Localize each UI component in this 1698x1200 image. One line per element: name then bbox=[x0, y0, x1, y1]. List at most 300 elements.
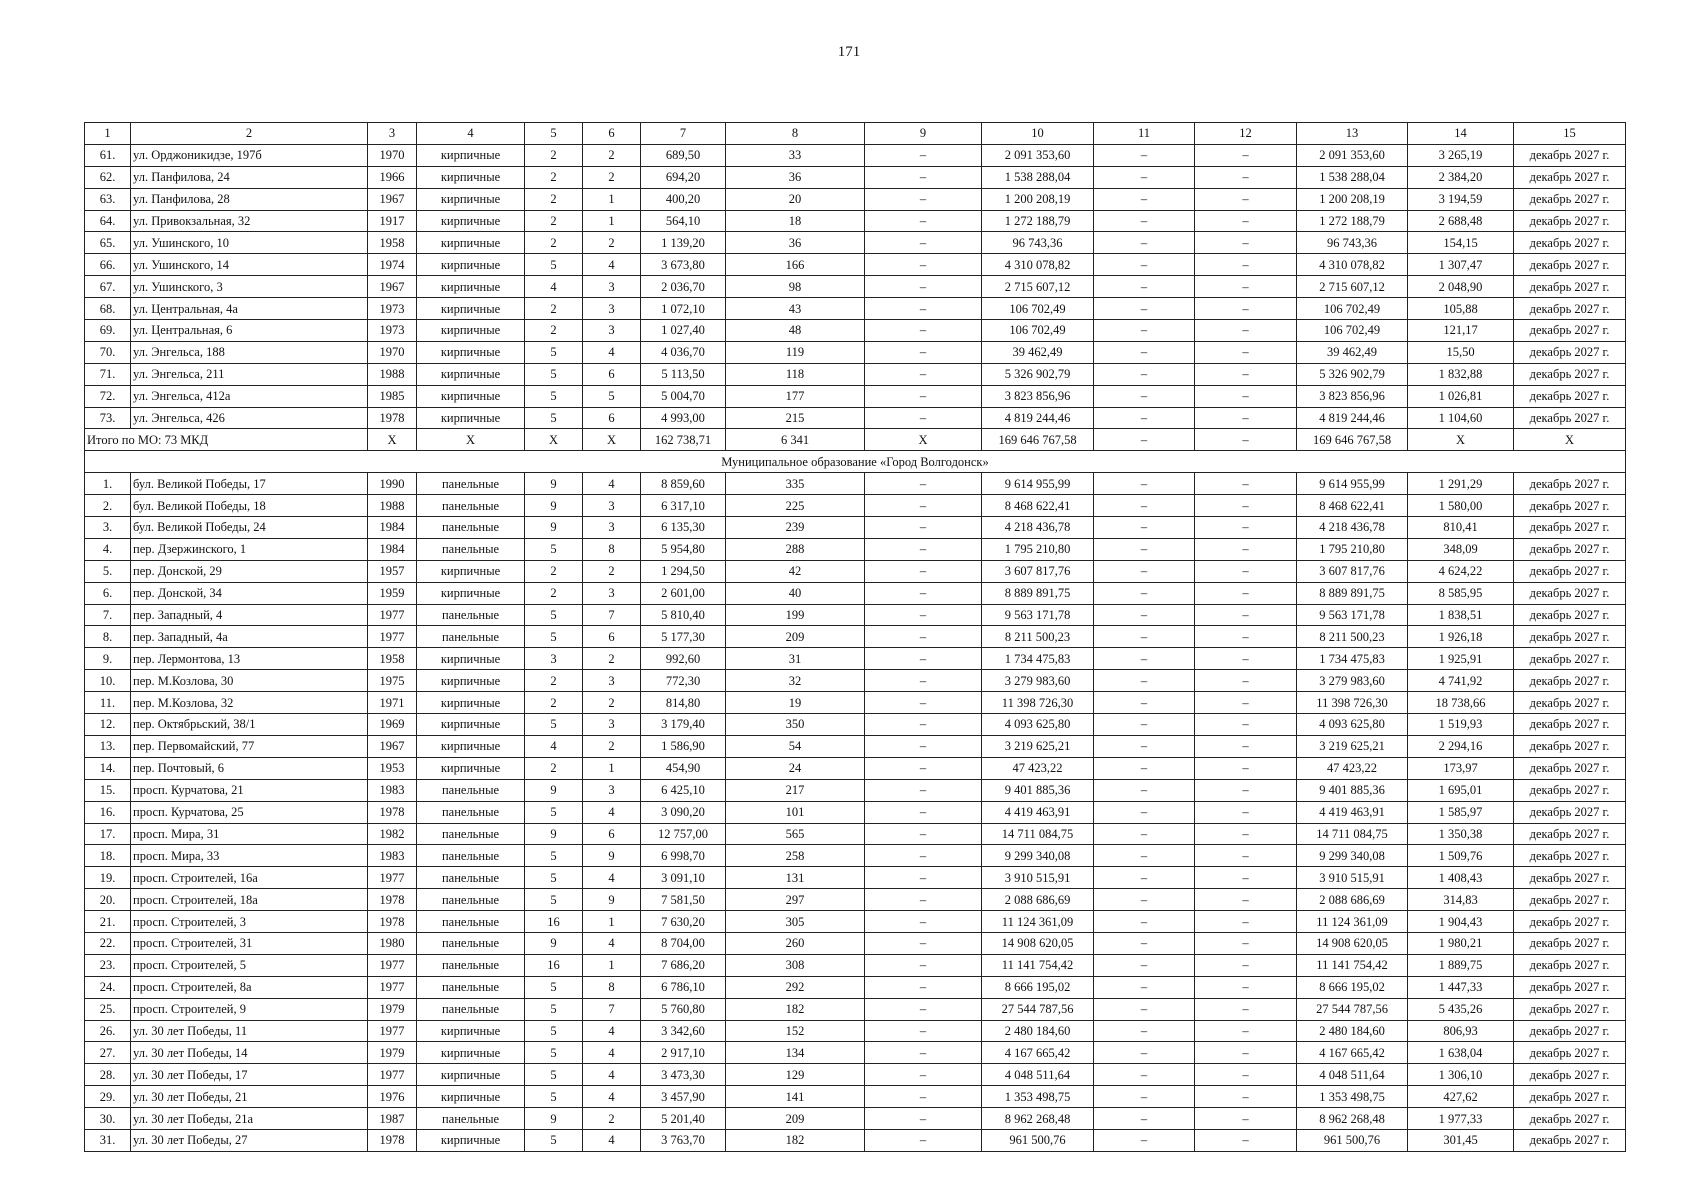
cell-col-7: 6 998,70 bbox=[641, 845, 726, 867]
cell-col-2: ул. Энгельса, 188 bbox=[131, 341, 368, 363]
cell-col-12: – bbox=[1195, 670, 1297, 692]
cell-col-14: 1 925,91 bbox=[1408, 648, 1514, 670]
cell-col-12: – bbox=[1195, 320, 1297, 342]
total-label: Итого по МО: 73 МКД bbox=[85, 429, 368, 451]
cell-col-4: кирпичные bbox=[417, 560, 525, 582]
cell-col-11: – bbox=[1094, 1108, 1195, 1130]
cell-col-4: кирпичные bbox=[417, 254, 525, 276]
cell-col-13: 2 088 686,69 bbox=[1297, 889, 1408, 911]
cell-col-5: 5 bbox=[525, 341, 583, 363]
cell-col-10: 27 544 787,56 bbox=[982, 998, 1094, 1020]
cell-col-10: 9 563 171,78 bbox=[982, 604, 1094, 626]
cell-col-10: 4 819 244,46 bbox=[982, 407, 1094, 429]
cell-col-8: 31 bbox=[726, 648, 865, 670]
cell-col-11: – bbox=[1094, 495, 1195, 517]
cell-col-8: 308 bbox=[726, 954, 865, 976]
cell-col-14: 1 408,43 bbox=[1408, 867, 1514, 889]
cell-col-8: 209 bbox=[726, 626, 865, 648]
table-row bbox=[85, 320, 1626, 342]
table-row bbox=[85, 407, 1626, 429]
cell-col-1: 22. bbox=[85, 932, 131, 954]
cell-col-2: пер. М.Козлова, 30 bbox=[131, 670, 368, 692]
cell-col-4: кирпичные bbox=[417, 1086, 525, 1108]
cell-col-14: 1 980,21 bbox=[1408, 932, 1514, 954]
cell-col-2: просп. Строителей, 3 bbox=[131, 911, 368, 933]
cell-col-1: 24. bbox=[85, 976, 131, 998]
cell-col-2: пер. Дзержинского, 1 bbox=[131, 538, 368, 560]
cell-col-7: 4 036,70 bbox=[641, 341, 726, 363]
cell-col-12: – bbox=[1195, 276, 1297, 298]
cell-col-8: 36 bbox=[726, 166, 865, 188]
cell-col-2: пер. Лермонтова, 13 bbox=[131, 648, 368, 670]
cell-col-2: просп. Строителей, 9 bbox=[131, 998, 368, 1020]
cell-col-11: – bbox=[1094, 626, 1195, 648]
cell-col-10: 2 088 686,69 bbox=[982, 889, 1094, 911]
cell-col-14: 3 265,19 bbox=[1408, 144, 1514, 166]
cell-col-15: декабрь 2027 г. bbox=[1514, 889, 1626, 911]
cell-col-14: 4 624,22 bbox=[1408, 560, 1514, 582]
cell-col-8: 215 bbox=[726, 407, 865, 429]
cell-col-10: 5 326 902,79 bbox=[982, 363, 1094, 385]
cell-col-5: 5 bbox=[525, 363, 583, 385]
cell-col-6: 4 bbox=[583, 1020, 641, 1042]
cell-col-4: панельные bbox=[417, 932, 525, 954]
cell-col-14: 1 585,97 bbox=[1408, 801, 1514, 823]
cell-col-1: 67. bbox=[85, 276, 131, 298]
table-row bbox=[85, 517, 1626, 539]
cell-col-6: 6 bbox=[583, 363, 641, 385]
cell-col-2: пер. Октябрьский, 38/1 bbox=[131, 714, 368, 736]
table-row bbox=[85, 757, 1626, 779]
cell-col-5: 9 bbox=[525, 823, 583, 845]
cell-col-4: кирпичные bbox=[417, 648, 525, 670]
cell-col-3: 1958 bbox=[368, 232, 417, 254]
cell-col-4: панельные bbox=[417, 998, 525, 1020]
cell-col-1: 66. bbox=[85, 254, 131, 276]
cell-col-7: 7 581,50 bbox=[641, 889, 726, 911]
table-row bbox=[85, 473, 1626, 495]
cell-col-8: 225 bbox=[726, 495, 865, 517]
cell-col-10: 47 423,22 bbox=[982, 757, 1094, 779]
cell-col-5: 2 bbox=[525, 166, 583, 188]
cell-col-9: – bbox=[865, 144, 982, 166]
cell-col-10: 11 124 361,09 bbox=[982, 911, 1094, 933]
cell-col-12: – bbox=[1195, 363, 1297, 385]
cell-col-6: 2 bbox=[583, 735, 641, 757]
cell-col-5: 2 bbox=[525, 560, 583, 582]
table-row bbox=[85, 976, 1626, 998]
cell-col-4: кирпичные bbox=[417, 166, 525, 188]
cell-col-5: 9 bbox=[525, 517, 583, 539]
cell-col-6: 2 bbox=[583, 144, 641, 166]
cell-col-4: кирпичные bbox=[417, 1064, 525, 1086]
cell-col-5: 5 bbox=[525, 998, 583, 1020]
cell-col-1: 64. bbox=[85, 210, 131, 232]
cell-col-6: 9 bbox=[583, 889, 641, 911]
cell-col-14: 2 294,16 bbox=[1408, 735, 1514, 757]
cell-col-11: – bbox=[1094, 166, 1195, 188]
cell-col-8: 36 bbox=[726, 232, 865, 254]
cell-col-15: декабрь 2027 г. bbox=[1514, 210, 1626, 232]
table-row bbox=[85, 560, 1626, 582]
cell-col-13: 2 715 607,12 bbox=[1297, 276, 1408, 298]
cell-col-3: 1967 bbox=[368, 188, 417, 210]
cell-col-15: декабрь 2027 г. bbox=[1514, 714, 1626, 736]
cell-col-1: 18. bbox=[85, 845, 131, 867]
cell-col-2: просп. Мира, 33 bbox=[131, 845, 368, 867]
cell-col-8: 152 bbox=[726, 1020, 865, 1042]
cell-col-11: – bbox=[1094, 801, 1195, 823]
cell-col-5: 3 bbox=[525, 648, 583, 670]
cell-col-13: 1 734 475,83 bbox=[1297, 648, 1408, 670]
cell-col-14: 18 738,66 bbox=[1408, 692, 1514, 714]
cell-col-1: 7. bbox=[85, 604, 131, 626]
cell-col-9: – bbox=[865, 911, 982, 933]
cell-col-3: 1988 bbox=[368, 495, 417, 517]
cell-col-3: 1979 bbox=[368, 998, 417, 1020]
cell-col-1: 25. bbox=[85, 998, 131, 1020]
cell-col-15: декабрь 2027 г. bbox=[1514, 823, 1626, 845]
cell-col-1: 3. bbox=[85, 517, 131, 539]
cell-col-1: 6. bbox=[85, 582, 131, 604]
cell-col-14: 810,41 bbox=[1408, 517, 1514, 539]
cell-col-12: – bbox=[1195, 1064, 1297, 1086]
cell-col-9: – bbox=[865, 538, 982, 560]
cell-col-12: – bbox=[1195, 604, 1297, 626]
cell-col-3: 1977 bbox=[368, 604, 417, 626]
cell-col-14: 1 638,04 bbox=[1408, 1042, 1514, 1064]
cell-col-2: ул. Панфилова, 24 bbox=[131, 166, 368, 188]
cell-col-10: 9 299 340,08 bbox=[982, 845, 1094, 867]
cell-col-11: – bbox=[1094, 954, 1195, 976]
cell-col-15: декабрь 2027 г. bbox=[1514, 845, 1626, 867]
cell-col-1: 61. bbox=[85, 144, 131, 166]
header-cell: 2 bbox=[131, 123, 368, 145]
cell-col-11: – bbox=[1094, 757, 1195, 779]
cell-col-12: – bbox=[1195, 648, 1297, 670]
cell-col-5: 4 bbox=[525, 735, 583, 757]
cell-col-4: панельные bbox=[417, 495, 525, 517]
cell-col-1: 31. bbox=[85, 1129, 131, 1151]
cell-col-7: 7 630,20 bbox=[641, 911, 726, 933]
cell-col-6: 2 bbox=[583, 166, 641, 188]
cell-col-5: 2 bbox=[525, 670, 583, 692]
cell-col-14: 806,93 bbox=[1408, 1020, 1514, 1042]
table-row bbox=[85, 341, 1626, 363]
cell-col-2: ул. Орджоникидзе, 197б bbox=[131, 144, 368, 166]
cell-col-3: 1967 bbox=[368, 735, 417, 757]
cell-col-2: ул. Энгельса, 211 bbox=[131, 363, 368, 385]
cell-col-9: – bbox=[865, 735, 982, 757]
table-row bbox=[85, 823, 1626, 845]
header-cell: 11 bbox=[1094, 123, 1195, 145]
cell-col-4: панельные bbox=[417, 911, 525, 933]
cell-col-6: 4 bbox=[583, 1086, 641, 1108]
cell-col-4: панельные bbox=[417, 604, 525, 626]
cell-col-9: – bbox=[865, 692, 982, 714]
cell-col-9: – bbox=[865, 320, 982, 342]
cell-col-8: 40 bbox=[726, 582, 865, 604]
cell-col-7: 3 179,40 bbox=[641, 714, 726, 736]
cell-col-3: 1967 bbox=[368, 276, 417, 298]
total-cell: X bbox=[525, 429, 583, 451]
cell-col-4: кирпичные bbox=[417, 276, 525, 298]
cell-col-13: 1 272 188,79 bbox=[1297, 210, 1408, 232]
cell-col-1: 30. bbox=[85, 1108, 131, 1130]
cell-col-10: 8 211 500,23 bbox=[982, 626, 1094, 648]
cell-col-7: 3 342,60 bbox=[641, 1020, 726, 1042]
cell-col-13: 8 666 195,02 bbox=[1297, 976, 1408, 998]
cell-col-9: – bbox=[865, 757, 982, 779]
cell-col-8: 33 bbox=[726, 144, 865, 166]
cell-col-15: декабрь 2027 г. bbox=[1514, 998, 1626, 1020]
cell-col-4: кирпичные bbox=[417, 757, 525, 779]
cell-col-15: декабрь 2027 г. bbox=[1514, 276, 1626, 298]
cell-col-2: ул. 30 лет Победы, 21а bbox=[131, 1108, 368, 1130]
cell-col-2: пер. Западный, 4а bbox=[131, 626, 368, 648]
cell-col-10: 1 734 475,83 bbox=[982, 648, 1094, 670]
cell-col-8: 119 bbox=[726, 341, 865, 363]
table-row bbox=[85, 626, 1626, 648]
cell-col-13: 961 500,76 bbox=[1297, 1129, 1408, 1151]
table-row bbox=[85, 254, 1626, 276]
cell-col-14: 154,15 bbox=[1408, 232, 1514, 254]
cell-col-14: 1 838,51 bbox=[1408, 604, 1514, 626]
cell-col-2: ул. 30 лет Победы, 17 bbox=[131, 1064, 368, 1086]
cell-col-8: 43 bbox=[726, 298, 865, 320]
cell-col-9: – bbox=[865, 626, 982, 648]
cell-col-9: – bbox=[865, 845, 982, 867]
cell-col-9: – bbox=[865, 517, 982, 539]
cell-col-13: 4 419 463,91 bbox=[1297, 801, 1408, 823]
cell-col-4: кирпичные bbox=[417, 232, 525, 254]
cell-col-10: 961 500,76 bbox=[982, 1129, 1094, 1151]
header-cell: 14 bbox=[1408, 123, 1514, 145]
cell-col-2: просп. Строителей, 31 bbox=[131, 932, 368, 954]
cell-col-11: – bbox=[1094, 976, 1195, 998]
cell-col-13: 106 702,49 bbox=[1297, 320, 1408, 342]
cell-col-5: 5 bbox=[525, 867, 583, 889]
cell-col-9: – bbox=[865, 210, 982, 232]
cell-col-9: – bbox=[865, 889, 982, 911]
cell-col-11: – bbox=[1094, 560, 1195, 582]
cell-col-13: 4 093 625,80 bbox=[1297, 714, 1408, 736]
cell-col-9: – bbox=[865, 867, 982, 889]
header-cell: 6 bbox=[583, 123, 641, 145]
cell-col-6: 7 bbox=[583, 604, 641, 626]
cell-col-1: 17. bbox=[85, 823, 131, 845]
cell-col-9: – bbox=[865, 670, 982, 692]
cell-col-13: 8 889 891,75 bbox=[1297, 582, 1408, 604]
cell-col-7: 992,60 bbox=[641, 648, 726, 670]
cell-col-2: пер. Западный, 4 bbox=[131, 604, 368, 626]
cell-col-9: – bbox=[865, 714, 982, 736]
cell-col-6: 3 bbox=[583, 276, 641, 298]
cell-col-13: 1 795 210,80 bbox=[1297, 538, 1408, 560]
cell-col-11: – bbox=[1094, 538, 1195, 560]
cell-col-8: 54 bbox=[726, 735, 865, 757]
cell-col-14: 1 104,60 bbox=[1408, 407, 1514, 429]
cell-col-3: 1979 bbox=[368, 1042, 417, 1064]
cell-col-4: кирпичные bbox=[417, 1020, 525, 1042]
cell-col-11: – bbox=[1094, 779, 1195, 801]
cell-col-15: декабрь 2027 г. bbox=[1514, 320, 1626, 342]
cell-col-5: 5 bbox=[525, 385, 583, 407]
cell-col-11: – bbox=[1094, 1086, 1195, 1108]
cell-col-4: панельные bbox=[417, 845, 525, 867]
cell-col-7: 6 425,10 bbox=[641, 779, 726, 801]
cell-col-9: – bbox=[865, 801, 982, 823]
cell-col-11: – bbox=[1094, 188, 1195, 210]
table-row bbox=[85, 779, 1626, 801]
cell-col-9: – bbox=[865, 998, 982, 1020]
cell-col-10: 2 715 607,12 bbox=[982, 276, 1094, 298]
cell-col-9: – bbox=[865, 385, 982, 407]
cell-col-12: – bbox=[1195, 1129, 1297, 1151]
cell-col-8: 350 bbox=[726, 714, 865, 736]
cell-col-15: декабрь 2027 г. bbox=[1514, 538, 1626, 560]
section-title: Муниципальное образование «Город Волгодонск» bbox=[85, 451, 1626, 473]
cell-col-3: 1978 bbox=[368, 801, 417, 823]
cell-col-2: бул. Великой Победы, 17 bbox=[131, 473, 368, 495]
cell-col-15: декабрь 2027 г. bbox=[1514, 298, 1626, 320]
table-row bbox=[85, 735, 1626, 757]
cell-col-13: 8 468 622,41 bbox=[1297, 495, 1408, 517]
cell-col-13: 96 743,36 bbox=[1297, 232, 1408, 254]
cell-col-3: 1978 bbox=[368, 911, 417, 933]
cell-col-1: 14. bbox=[85, 757, 131, 779]
cell-col-5: 5 bbox=[525, 1064, 583, 1086]
cell-col-5: 5 bbox=[525, 845, 583, 867]
cell-col-11: – bbox=[1094, 407, 1195, 429]
cell-col-13: 106 702,49 bbox=[1297, 298, 1408, 320]
cell-col-10: 8 468 622,41 bbox=[982, 495, 1094, 517]
cell-col-12: – bbox=[1195, 626, 1297, 648]
cell-col-4: кирпичные bbox=[417, 670, 525, 692]
cell-col-5: 2 bbox=[525, 692, 583, 714]
cell-col-14: 1 889,75 bbox=[1408, 954, 1514, 976]
cell-col-11: – bbox=[1094, 889, 1195, 911]
cell-col-11: – bbox=[1094, 867, 1195, 889]
cell-col-12: – bbox=[1195, 779, 1297, 801]
cell-col-3: 1917 bbox=[368, 210, 417, 232]
cell-col-14: 1 306,10 bbox=[1408, 1064, 1514, 1086]
cell-col-3: 1978 bbox=[368, 889, 417, 911]
cell-col-9: – bbox=[865, 166, 982, 188]
cell-col-11: – bbox=[1094, 385, 1195, 407]
cell-col-4: кирпичные bbox=[417, 735, 525, 757]
cell-col-10: 4 093 625,80 bbox=[982, 714, 1094, 736]
table-row bbox=[85, 932, 1626, 954]
cell-col-13: 11 398 726,30 bbox=[1297, 692, 1408, 714]
total-cell: X bbox=[1408, 429, 1514, 451]
cell-col-7: 1 586,90 bbox=[641, 735, 726, 757]
cell-col-2: просп. Строителей, 16а bbox=[131, 867, 368, 889]
cell-col-13: 9 401 885,36 bbox=[1297, 779, 1408, 801]
cell-col-6: 5 bbox=[583, 385, 641, 407]
cell-col-7: 6 135,30 bbox=[641, 517, 726, 539]
cell-col-11: – bbox=[1094, 911, 1195, 933]
cell-col-8: 217 bbox=[726, 779, 865, 801]
cell-col-7: 5 113,50 bbox=[641, 363, 726, 385]
table-row bbox=[85, 582, 1626, 604]
table-row bbox=[85, 495, 1626, 517]
cell-col-12: – bbox=[1195, 298, 1297, 320]
cell-col-6: 4 bbox=[583, 1129, 641, 1151]
cell-col-15: декабрь 2027 г. bbox=[1514, 385, 1626, 407]
cell-col-8: 305 bbox=[726, 911, 865, 933]
cell-col-12: – bbox=[1195, 1086, 1297, 1108]
cell-col-15: декабрь 2027 г. bbox=[1514, 473, 1626, 495]
cell-col-9: – bbox=[865, 1064, 982, 1086]
cell-col-3: 1983 bbox=[368, 779, 417, 801]
cell-col-3: 1976 bbox=[368, 1086, 417, 1108]
total-cell: 162 738,71 bbox=[641, 429, 726, 451]
cell-col-13: 3 219 625,21 bbox=[1297, 735, 1408, 757]
cell-col-9: – bbox=[865, 1042, 982, 1064]
cell-col-7: 6 786,10 bbox=[641, 976, 726, 998]
cell-col-11: – bbox=[1094, 582, 1195, 604]
cell-col-11: – bbox=[1094, 320, 1195, 342]
cell-col-13: 3 823 856,96 bbox=[1297, 385, 1408, 407]
cell-col-6: 3 bbox=[583, 495, 641, 517]
header-cell: 7 bbox=[641, 123, 726, 145]
cell-col-4: панельные bbox=[417, 867, 525, 889]
cell-col-13: 5 326 902,79 bbox=[1297, 363, 1408, 385]
cell-col-8: 199 bbox=[726, 604, 865, 626]
table-row bbox=[85, 604, 1626, 626]
cell-col-5: 5 bbox=[525, 889, 583, 911]
cell-col-6: 3 bbox=[583, 320, 641, 342]
cell-col-4: панельные bbox=[417, 1108, 525, 1130]
table-row bbox=[85, 538, 1626, 560]
cell-col-12: – bbox=[1195, 495, 1297, 517]
cell-col-14: 1 291,29 bbox=[1408, 473, 1514, 495]
cell-col-6: 2 bbox=[583, 560, 641, 582]
cell-col-6: 3 bbox=[583, 517, 641, 539]
cell-col-12: – bbox=[1195, 473, 1297, 495]
cell-col-7: 7 686,20 bbox=[641, 954, 726, 976]
table-row bbox=[85, 1086, 1626, 1108]
cell-col-6: 1 bbox=[583, 188, 641, 210]
cell-col-12: – bbox=[1195, 517, 1297, 539]
cell-col-8: 48 bbox=[726, 320, 865, 342]
cell-col-15: декабрь 2027 г. bbox=[1514, 604, 1626, 626]
cell-col-9: – bbox=[865, 1108, 982, 1130]
total-cell: X bbox=[368, 429, 417, 451]
cell-col-7: 2 601,00 bbox=[641, 582, 726, 604]
cell-col-5: 5 bbox=[525, 976, 583, 998]
cell-col-1: 13. bbox=[85, 735, 131, 757]
cell-col-4: панельные bbox=[417, 976, 525, 998]
cell-col-5: 5 bbox=[525, 604, 583, 626]
cell-col-1: 29. bbox=[85, 1086, 131, 1108]
header-cell: 5 bbox=[525, 123, 583, 145]
cell-col-12: – bbox=[1195, 166, 1297, 188]
cell-col-7: 1 294,50 bbox=[641, 560, 726, 582]
cell-col-9: – bbox=[865, 976, 982, 998]
cell-col-11: – bbox=[1094, 823, 1195, 845]
cell-col-12: – bbox=[1195, 714, 1297, 736]
cell-col-10: 14 711 084,75 bbox=[982, 823, 1094, 845]
table-row bbox=[85, 363, 1626, 385]
cell-col-2: пер. Первомайский, 77 bbox=[131, 735, 368, 757]
cell-col-13: 11 124 361,09 bbox=[1297, 911, 1408, 933]
cell-col-13: 3 910 515,91 bbox=[1297, 867, 1408, 889]
cell-col-1: 23. bbox=[85, 954, 131, 976]
cell-col-1: 72. bbox=[85, 385, 131, 407]
cell-col-15: декабрь 2027 г. bbox=[1514, 1086, 1626, 1108]
